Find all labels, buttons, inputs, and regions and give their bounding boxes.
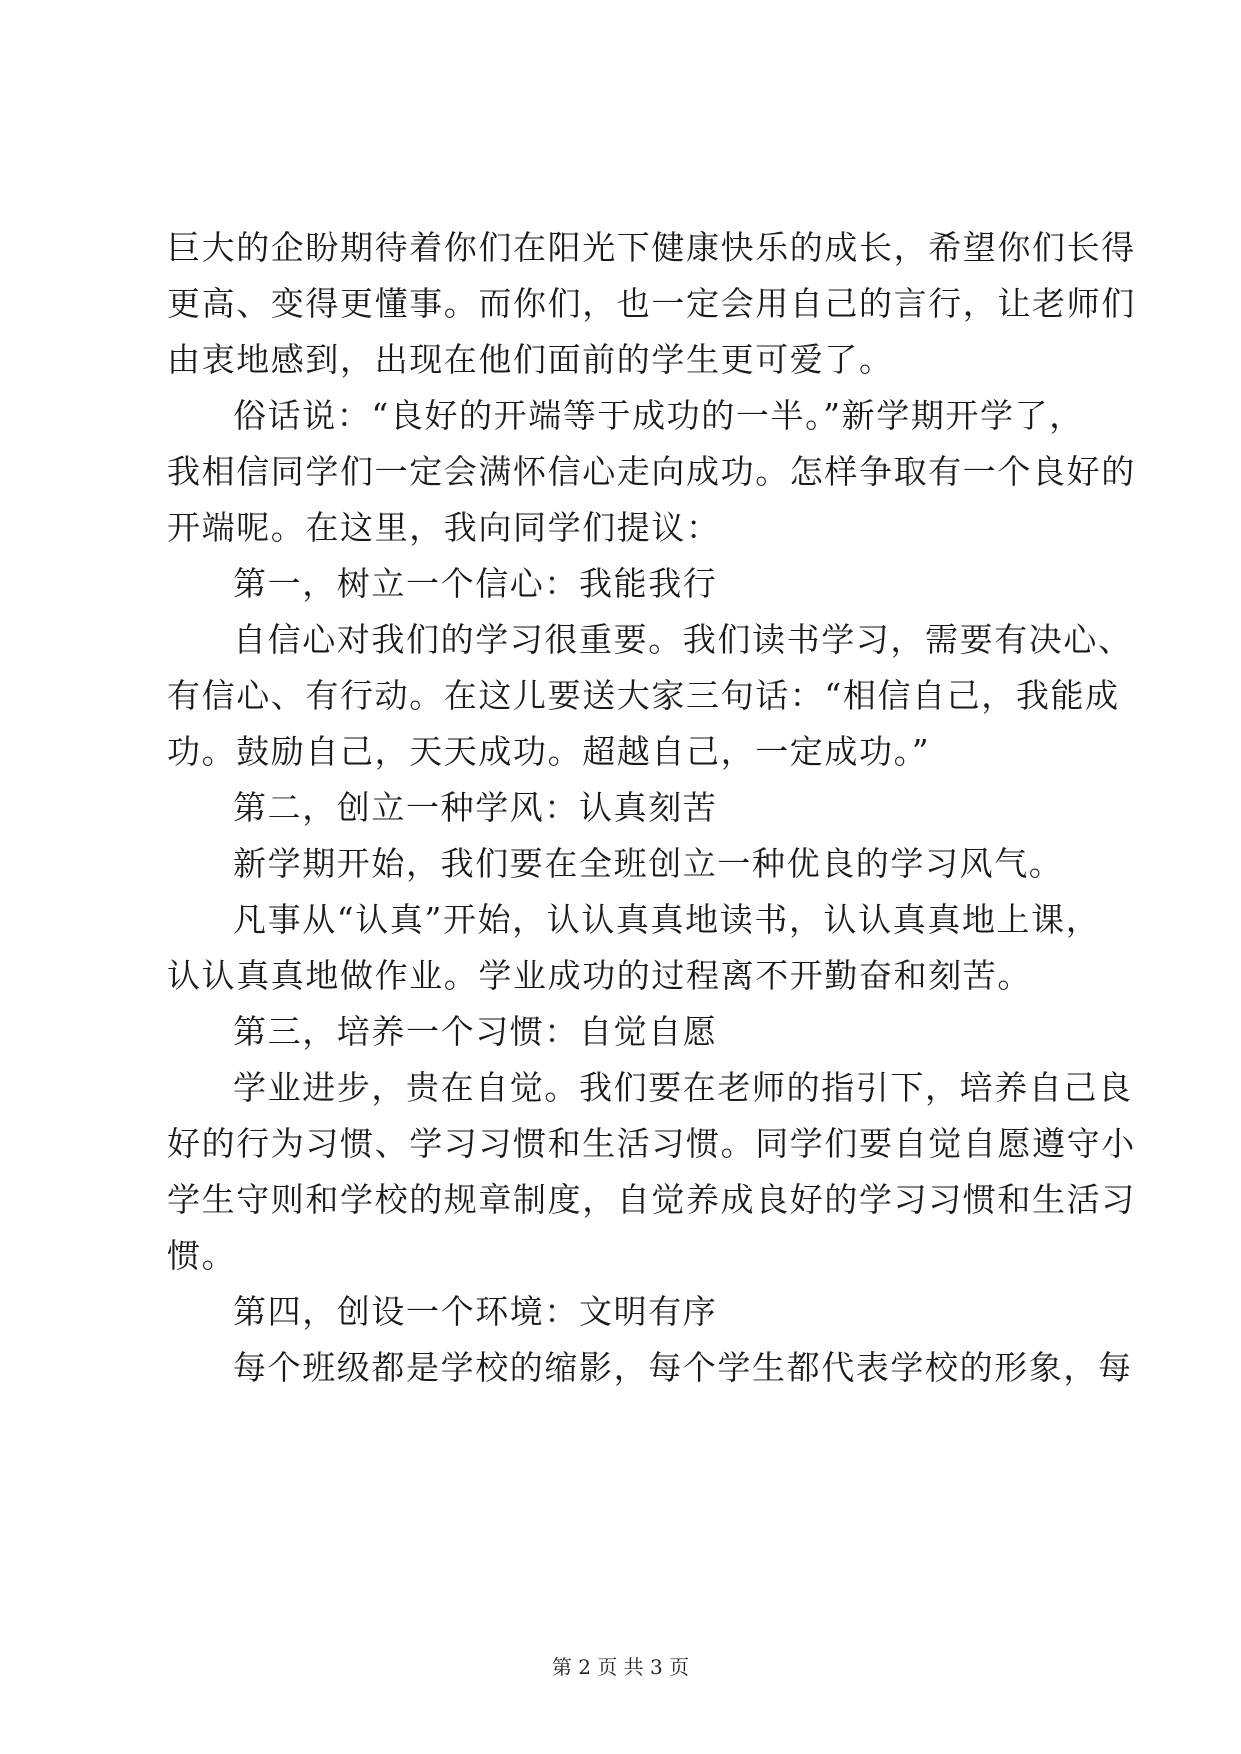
section-heading: 第四，创设一个环境：文明有序: [233, 1292, 718, 1331]
text-line: 自信心对我们的学习很重要。我们读书学习，需要有决心、: [233, 620, 1133, 659]
text-line: 凡事从“认真”开始，认认真真地读书，认认真真地上课，: [233, 900, 1101, 939]
text-line: 学业进步，贵在自觉。我们要在老师的指引下，培养自己良: [233, 1068, 1133, 1107]
section-heading: 第一，树立一个信心：我能我行: [233, 564, 718, 603]
text-line: 更高、变得更懂事。而你们，也一定会用自己的言行，让老师们: [167, 284, 1136, 323]
text-line: 新学期开始，我们要在全班创立一种优良的学习风气。: [233, 844, 1064, 883]
text-line: 有信心、有行动。在这儿要送大家三句话：“相信自己，我能成: [167, 676, 1120, 715]
page-number-footer: 第 2 页 共 3 页: [551, 1655, 690, 1679]
text-line: 巨大的企盼期待着你们在阳光下健康快乐的成长，希望你们长得: [167, 228, 1136, 267]
section-heading: 第二，创立一种学风：认真刻苦: [233, 788, 718, 827]
text-line: 开端呢。在这里，我向同学们提议：: [167, 508, 721, 547]
text-line: 学生守则和学校的规章制度，自觉养成良好的学习习惯和生活习: [167, 1180, 1136, 1219]
text-line: 由衷地感到，出现在他们面前的学生更可爱了。: [167, 340, 894, 379]
text-line: 每个班级都是学校的缩影，每个学生都代表学校的形象，每: [233, 1348, 1133, 1387]
text-line: 俗话说：“良好的开端等于成功的一半。”新学期开学了，: [233, 396, 1084, 435]
text-line: 惯。: [167, 1236, 237, 1275]
text-line: 认认真真地做作业。学业成功的过程离不开勤奋和刻苦。: [167, 956, 1032, 995]
text-line: 好的行为习惯、学习习惯和生活习惯。同学们要自觉自愿遵守小: [167, 1124, 1136, 1163]
text-line: 功。鼓励自己，天天成功。超越自己，一定成功。”: [167, 732, 931, 771]
section-heading: 第三，培养一个习惯：自觉自愿: [233, 1012, 718, 1051]
text-line: 我相信同学们一定会满怀信心走向成功。怎样争取有一个良好的: [167, 452, 1136, 491]
